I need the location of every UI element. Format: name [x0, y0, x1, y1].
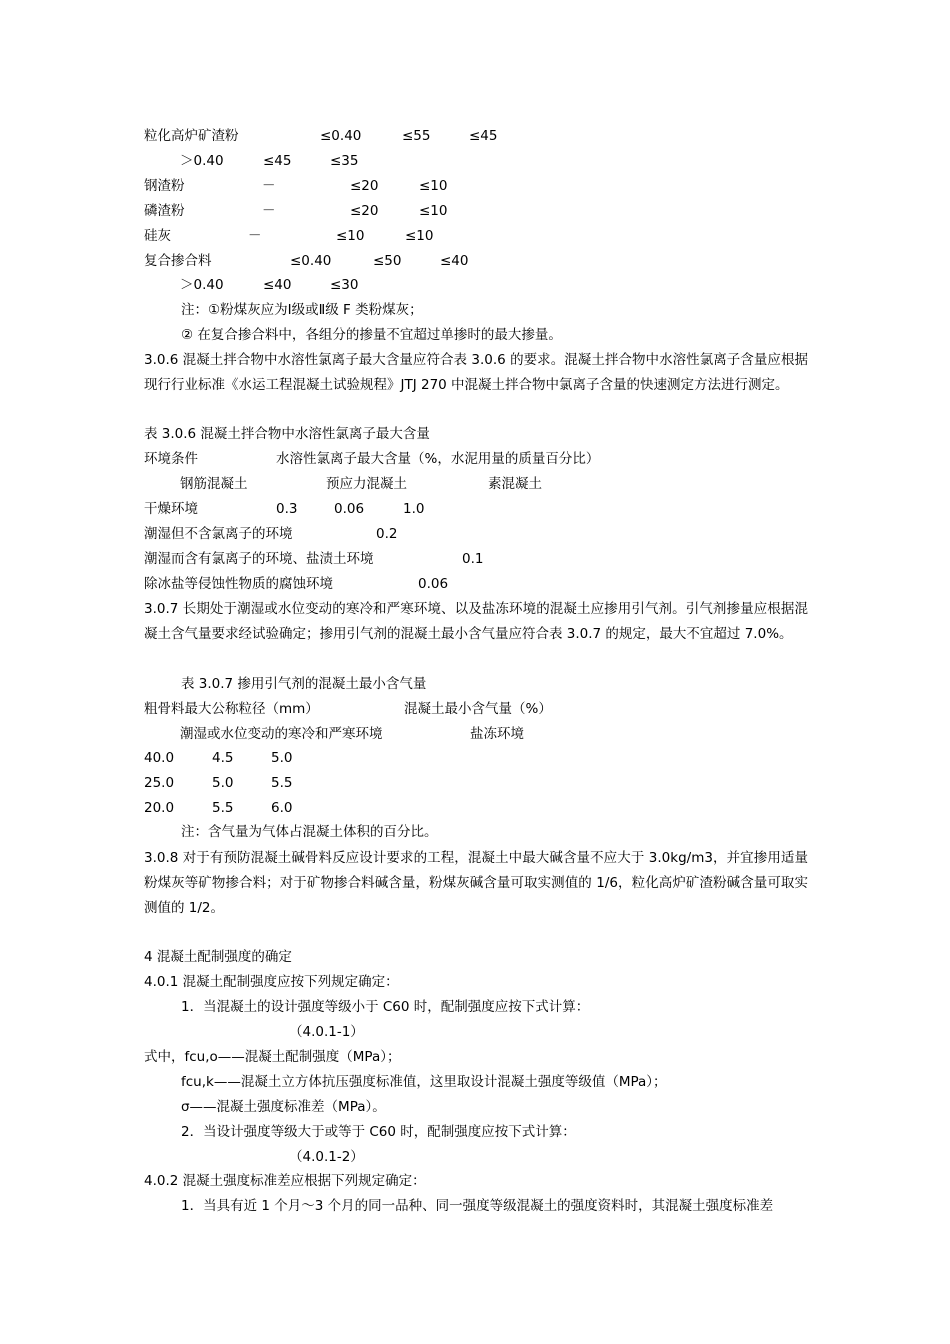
cell: ≤0.40 [290, 253, 332, 269]
cell: ≤45 [263, 153, 292, 169]
cell: 0.06 [418, 576, 449, 592]
cell: － [262, 178, 276, 194]
cell: ≤10 [419, 203, 448, 219]
cell: 40.0 [144, 750, 175, 766]
cell: 0.2 [376, 526, 398, 542]
equation-number: （4.0.1-2） [289, 1149, 364, 1165]
cell: ＞0.40 [180, 153, 224, 169]
list-item: 1．当混凝土的设计强度等级小于 C60 时，配制强度应按下式计算： [181, 999, 590, 1015]
cell: 0.06 [334, 501, 365, 517]
row-label: 干燥环境 [144, 501, 198, 517]
chapter-heading: 4 混凝土配制强度的确定 [144, 949, 292, 965]
definition: σ——混凝土强度标准差（MPa）。 [181, 1099, 386, 1115]
row-label: 潮湿而含有氯离子的环境、盐渍土环境 [144, 551, 374, 567]
table-note: 注：①粉煤灰应为Ⅰ级或Ⅱ级 F 类粉煤灰； [181, 302, 423, 318]
list-item: 2．当设计强度等级大于或等于 C60 时，配制强度应按下式计算： [181, 1124, 576, 1140]
table-title: 表 3.0.6 混凝土拌合物中水溶性氯离子最大含量 [144, 426, 430, 442]
cell: － [248, 228, 262, 244]
table-title: 表 3.0.7 掺用引气剂的混凝土最小含气量 [181, 676, 427, 692]
cell: 20.0 [144, 800, 175, 816]
cell: ≤35 [330, 153, 359, 169]
header-cell: 水溶性氯离子最大含量（%，水泥用量的质量百分比） [276, 451, 600, 467]
cell: ≤40 [263, 277, 292, 293]
cell: 1.0 [403, 501, 425, 517]
cell: 5.0 [271, 750, 293, 766]
cell: 25.0 [144, 775, 175, 791]
header-cell: 潮湿或水位变动的寒冷和严寒环境 [180, 726, 383, 742]
cell: － [262, 203, 276, 219]
row-label: 粒化高炉矿渣粉 [144, 128, 239, 144]
header-cell: 盐冻环境 [470, 726, 524, 742]
clause-4-0-2: 4.0.2 混凝土强度标准差应根据下列规定确定： [144, 1173, 426, 1189]
header-cell: 混凝土最小含气量（%） [404, 701, 552, 717]
cell: 0.3 [276, 501, 298, 517]
clause-4-0-1: 4.0.1 混凝土配制强度应按下列规定确定： [144, 974, 399, 990]
row-label: 潮湿但不含氯离子的环境 [144, 526, 293, 542]
header-cell: 素混凝土 [488, 476, 542, 492]
row-label: 复合掺合料 [144, 253, 212, 269]
cell: ≤10 [419, 178, 448, 194]
definition: fcu,k——混凝土立方体抗压强度标准值，这里取设计混凝土强度等级值（MPa）； [181, 1074, 667, 1090]
clause-3-0-6: 3.0.6 混凝土拌合物中水溶性氯离子最大含量应符合表 3.0.6 的要求。混凝土拌合物中水溶性氯离子含量应根据现行行业标准《水运工程混凝土试验规程》JTJ 270 中混凝土拌合物中氯离子含量的快速测定方法进行测定。 [144, 352, 808, 393]
list-item: 1．当具有近 1 个月～3 个月的同一品种、同一强度等级混凝土的强度资料时，其混凝土强度标准差 [181, 1198, 774, 1214]
cell: ≤55 [402, 128, 431, 144]
cell: ≤0.40 [320, 128, 362, 144]
table-note: ② 在复合掺合料中，各组分的掺量不宜超过单掺时的最大掺量。 [181, 327, 562, 343]
cell: ≤20 [350, 178, 379, 194]
definition: 式中，fcu,o——混凝土配制强度（MPa）； [144, 1049, 401, 1065]
clause-3-0-8: 3.0.8 对于有预防混凝土碱骨料反应设计要求的工程，混凝土中最大碱含量不应大于 3.0kg/m3，并宜掺用适量粉煤灰等矿物掺合料；对于矿物掺合料碱含量，粉煤灰碱含量可取实测值的 1/6，粒化高炉矿渣粉碱含量可取实测值的 1/2。 [144, 850, 808, 916]
cell: ≤40 [440, 253, 469, 269]
clause-3-0-7: 3.0.7 长期处于潮湿或水位变动的寒冷和严寒环境、以及盐冻环境的混凝土应掺用引气剂。引气剂掺量应根据混凝土含气量要求经试验确定；掺用引气剂的混凝土最小含气量应符合表 3.0.7 的规定，最大不宜超过 7.0%。 [144, 601, 808, 642]
cell: ≤45 [469, 128, 498, 144]
cell: 6.0 [271, 800, 293, 816]
cell: 5.5 [212, 800, 234, 816]
header-cell: 环境条件 [144, 451, 198, 467]
cell: ≤10 [405, 228, 434, 244]
header-cell: 粗骨料最大公称粒径（mm） [144, 701, 319, 717]
cell: 4.5 [212, 750, 234, 766]
cell: ≤50 [373, 253, 402, 269]
row-label: 钢渣粉 [144, 178, 185, 194]
cell: 5.5 [271, 775, 293, 791]
header-cell: 预应力混凝土 [326, 476, 407, 492]
table-note: 注：含气量为气体占混凝土体积的百分比。 [181, 824, 438, 840]
row-label: 除冰盐等侵蚀性物质的腐蚀环境 [144, 576, 333, 592]
equation-number: （4.0.1-1） [289, 1024, 364, 1040]
header-cell: 钢筋混凝土 [180, 476, 248, 492]
cell: 0.1 [462, 551, 484, 567]
cell: ＞0.40 [180, 277, 224, 293]
cell: 5.0 [212, 775, 234, 791]
row-label: 磷渣粉 [144, 203, 185, 219]
cell: ≤20 [350, 203, 379, 219]
row-label: 硅灰 [144, 228, 171, 244]
cell: ≤10 [336, 228, 365, 244]
cell: ≤30 [330, 277, 359, 293]
